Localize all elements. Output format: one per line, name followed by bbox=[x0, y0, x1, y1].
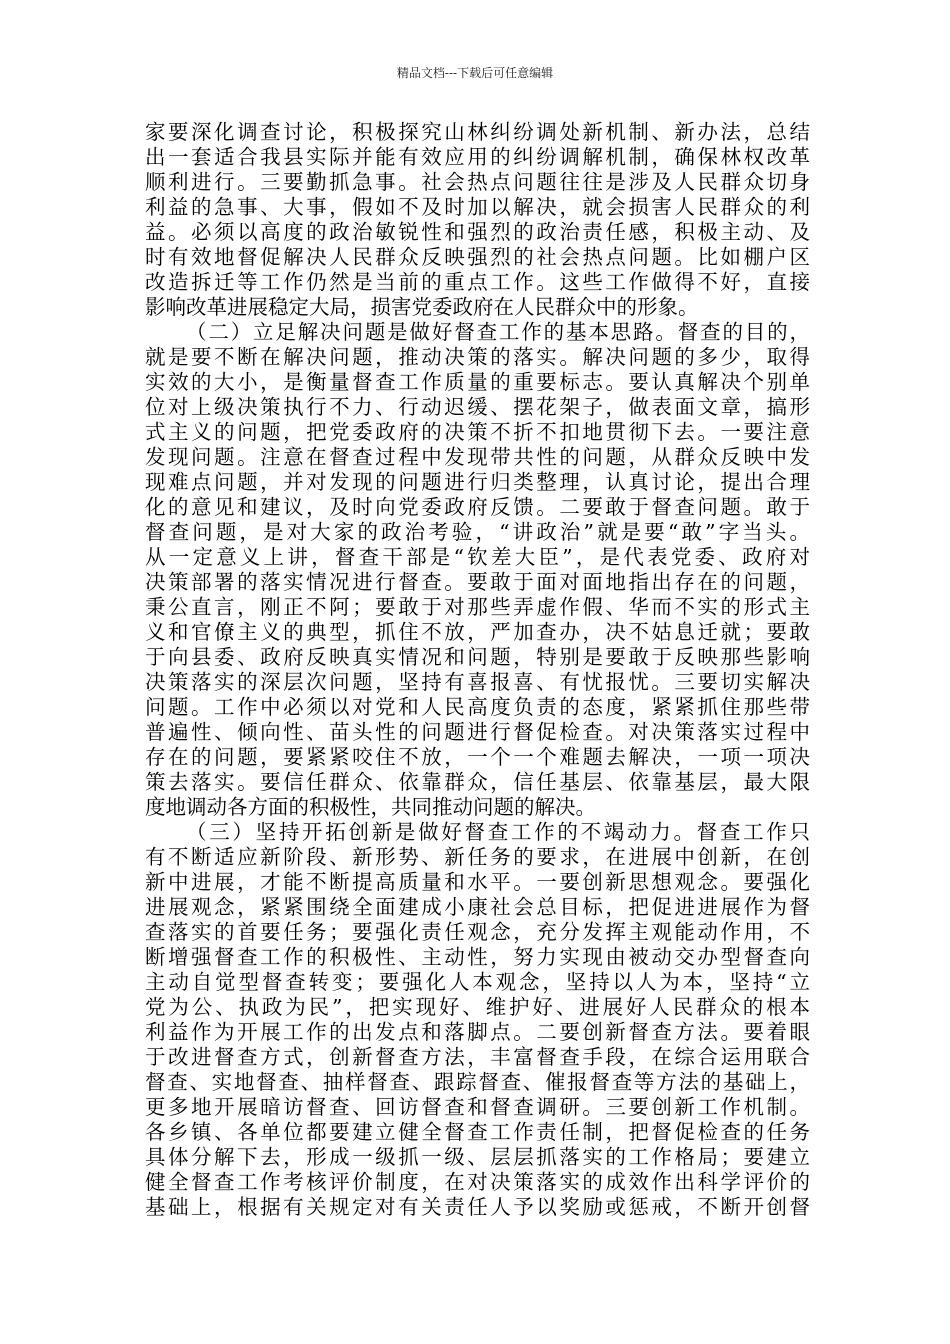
text-line: 改造拆迁等工作仍然是当前的重点工作。这些工作做得不好，直接 bbox=[145, 270, 810, 294]
text-line: 更多地开展暗访督查、回访督查和督查调研。三要创新工作机制。 bbox=[145, 1095, 810, 1119]
text-line: （二）立足解决问题是做好督查工作的基本思路。督查的目的， bbox=[186, 320, 810, 344]
text-line: 存在的问题，要紧紧咬住不放，一个一个难题去解决，一项一项决 bbox=[145, 745, 810, 769]
text-line: 时有效地督促解决人民群众反映强烈的社会热点问题。比如棚户区 bbox=[145, 245, 810, 269]
text-line: 进展观念，紧紧围绕全面建成小康社会总目标，把促进进展作为督 bbox=[145, 895, 810, 919]
text-line: 有不断适应新阶段、新形势、新任务的要求，在进展中创新，在创 bbox=[145, 845, 810, 869]
paragraph bbox=[145, 320, 810, 820]
text-line: 新中进展，才能不断提高质量和水平。一要创新思想观念。要强化 bbox=[145, 870, 810, 894]
text-line: 督查问题，是对大家的政治考验，“讲政治”就是要“敢”字当头。 bbox=[145, 520, 810, 544]
text-line: 党为公、执政为民”，把实现好、维护好、进展好人民群众的根本 bbox=[145, 995, 810, 1019]
text-line: 利益作为开展工作的出发点和落脚点。二要创新督查方法。要着眼 bbox=[145, 1020, 810, 1044]
page-header: 精品文档---下载后可任意编辑 bbox=[396, 66, 554, 80]
text-line: 义和官僚主义的典型，抓住不放，严加查办，决不姑息迁就；要敢 bbox=[145, 620, 810, 644]
text-line: 出一套适合我县实际并能有效应用的纠纷调解机制，确保林权改革 bbox=[145, 145, 810, 169]
text-line: 基础上，根据有关规定对有关责任人予以奖励或惩戒，不断开创督 bbox=[145, 1195, 810, 1219]
text-line: 家要深化调查讨论，积极探究山林纠纷调处新机制、新办法，总结 bbox=[145, 120, 810, 144]
text-line: 实效的大小，是衡量督查工作质量的重要标志。要认真解决个别单 bbox=[145, 370, 810, 394]
text-line: 式主义的问题，把党委政府的决策不折不扣地贯彻下去。一要注意 bbox=[145, 420, 810, 444]
text-line: 位对上级决策执行不力、行动迟缓、摆花架子，做表面文章，搞形 bbox=[145, 395, 810, 419]
paragraph bbox=[145, 120, 810, 320]
text-line: 断增强督查工作的积极性、主动性，努力实现由被动交办型督查向 bbox=[145, 945, 810, 969]
text-line: 于改进督查方式，创新督查方法，丰富督查手段，在综合运用联合 bbox=[145, 1045, 810, 1069]
text-line: 发现问题。注意在督查过程中发现带共性的问题，从群众反映中发 bbox=[145, 445, 810, 469]
text-line: 化的意见和建议，及时向党委政府反馈。二要敢于督查问题。敢于 bbox=[145, 495, 810, 519]
paragraph bbox=[145, 820, 810, 1220]
text-line: 查落实的首要任务；要强化责任观念，充分发挥主观能动作用，不 bbox=[145, 920, 810, 944]
text-line: 度地调动各方面的积极性，共同推动问题的解决。 bbox=[145, 795, 596, 819]
text-line: 督查、实地督查、抽样督查、跟踪督查、催报督查等方法的基础上， bbox=[145, 1070, 810, 1094]
text-line: 影响改革进展稳定大局，损害党委政府在人民群众中的形象。 bbox=[145, 295, 699, 319]
text-line: 策去落实。要信任群众、依靠群众，信任基层、依靠基层，最大限 bbox=[145, 770, 810, 794]
text-line: 于向县委、政府反映真实情况和问题，特别是要敢于反映那些影响 bbox=[145, 645, 810, 669]
text-line: （三）坚持开拓创新是做好督查工作的不竭动力。督查工作只 bbox=[186, 820, 810, 844]
text-line: 各乡镇、各单位都要建立健全督查工作责任制，把督促检查的任务 bbox=[145, 1120, 810, 1144]
text-line: 利益的急事、大事，假如不及时加以解决，就会损害人民群众的利 bbox=[145, 195, 810, 219]
text-line: 决策部署的落实情况进行督查。要敢于面对面地指出存在的问题， bbox=[145, 570, 810, 594]
text-line: 主动自觉型督查转变；要强化人本观念，坚持以人为本，坚持“立 bbox=[145, 970, 810, 994]
text-line: 顺利进行。三要勤抓急事。社会热点问题往往是涉及人民群众切身 bbox=[145, 170, 810, 194]
text-line: 现难点问题，并对发现的问题进行归类整理，认真讨论，提出合理 bbox=[145, 470, 810, 494]
text-line: 就是要不断在解决问题，推动决策的落实。解决问题的多少，取得 bbox=[145, 345, 810, 369]
text-line: 秉公直言，刚正不阿；要敢于对那些弄虚作假、华而不实的形式主 bbox=[145, 595, 810, 619]
text-line: 普遍性、倾向性、苗头性的问题进行督促检查。对决策落实过程中 bbox=[145, 720, 810, 744]
text-line: 具体分解下去，形成一级抓一级、层层抓落实的工作格局；要建立 bbox=[145, 1145, 810, 1169]
text-line: 从一定意义上讲，督查干部是“钦差大臣”，是代表党委、政府对 bbox=[145, 545, 810, 569]
document-body bbox=[145, 120, 810, 1220]
text-line: 健全督查工作考核评价制度，在对决策落实的成效作出科学评价的 bbox=[145, 1170, 810, 1194]
text-line: 益。必须以高度的政治敏锐性和强烈的政治责任感，积极主动、及 bbox=[145, 220, 810, 244]
text-line: 问题。工作中必须以对党和人民高度负责的态度，紧紧抓住那些带 bbox=[145, 695, 810, 719]
text-line: 决策落实的深层次问题，坚持有喜报喜、有忧报忧。三要切实解决 bbox=[145, 670, 810, 694]
